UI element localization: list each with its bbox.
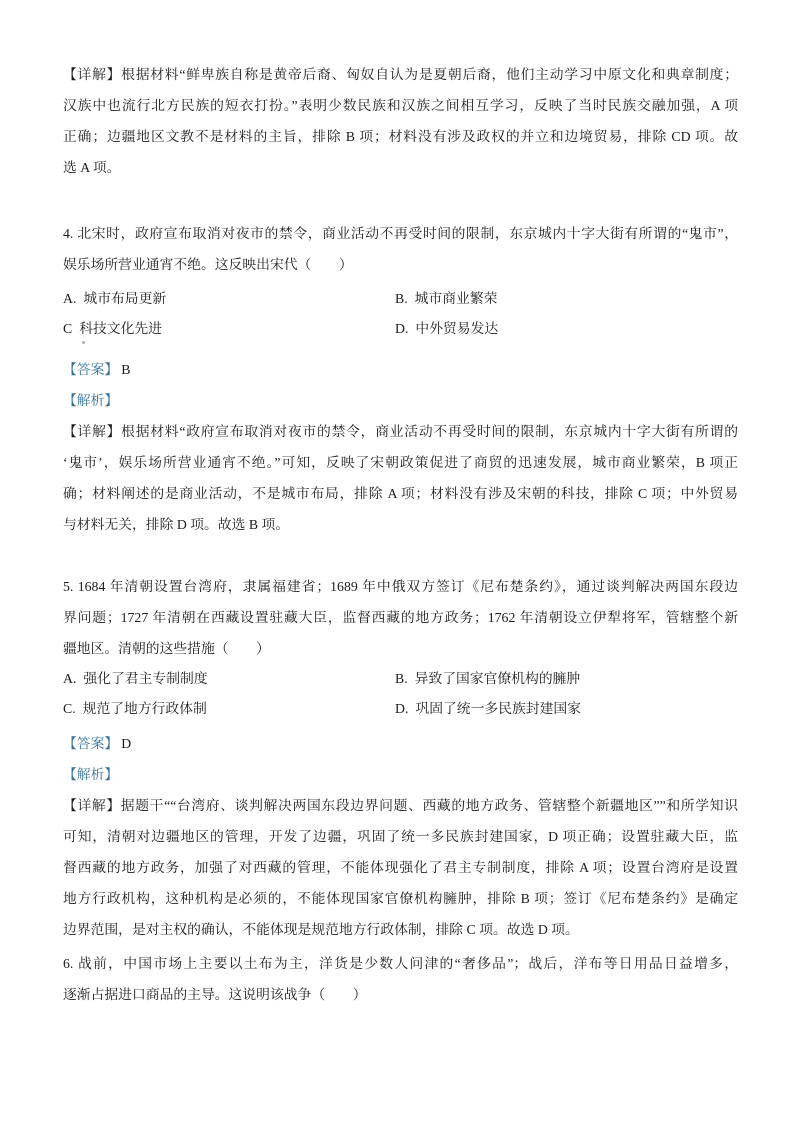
q6-question-text [63,948,738,1010]
option-text: 城市布局更新 [83,291,167,306]
q4-answer [63,354,738,385]
text-line: 【详解】据题干““台湾府、谈判解决两国东段边界问题、西藏的地方政务、管辖整个新疆地区””和所学知识 [63,798,738,813]
q5-options [63,664,738,724]
q4-options [63,284,738,344]
q4-analysis [63,385,738,416]
option-text: 异致了国家官僚机构的臃肿 [414,671,581,686]
analysis-label: 【解析】 [63,767,119,782]
option-text: 规范了地方行政体制 [82,701,207,716]
q4-option-d [395,314,738,344]
option-text: 城市商业繁荣 [414,291,498,306]
text-line: 逐渐占据进口商品的主导。这说明该战争（ ） [63,987,367,1002]
text-line: 正确；边疆地区文教不是材料的主旨，排除 B 项；材料没有涉及政权的并立和边境贸易，排除 CD 项。故 [63,129,738,144]
option-text: 中外贸易发达 [415,321,499,336]
text-line: 娱乐场所营业通宵不绝。这反映出宋代（ ） [63,257,353,272]
q5-answer [63,728,738,759]
q5-option-a [63,664,395,694]
q5-question-text [63,571,738,664]
q5-analysis [63,759,738,790]
text-line: 选 A 项。 [63,160,121,175]
text-line: 可知，清朝对边疆地区的管理，开发了边疆，巩固了统一多民族封建国家，D 项正确；设置驻藏大臣，监 [63,829,738,844]
q4-option-b [395,284,738,314]
text-line: 6. 战前，中国市场上主要以土布为主，洋货是少数人问津的“奢侈品”；战后，洋布等日用品日益增多， [63,956,738,971]
option-text: 巩固了统一多民族封建国家 [415,701,581,716]
q5-option-c [63,694,395,724]
q4-option-c [63,314,395,344]
option-text: 科技文化先进 [79,321,162,336]
text-line: 【详解】根据材料“鲜卑族自称是黄帝后裔、匈奴自认为是夏朝后裔，他们主动学习中原文化和典章制度； [63,67,738,82]
text-line: 疆地区。清朝的这些措施（ ） [63,641,270,656]
q3-explanation-paragraph [63,59,738,183]
answer-label: 【答案】 [63,736,119,751]
text-line: 5. 1684 年清朝设置台湾府，隶属福建省；1689 年中俄双方签订《尼布楚条约》，通过谈判解决两国东段边 [63,579,738,594]
answer-label: 【答案】 [63,362,119,377]
option-key: B. [395,291,408,306]
option-key: A. [63,671,77,686]
option-key: B. [395,671,408,686]
option-key: D. [395,321,409,336]
text-line: 确；材料阐述的是商业活动，不是城市布局，排除 A 项；材料没有涉及宋朝的科技，排除 C 项；中外贸易 [63,486,738,501]
text-line: 4. 北宋时，政府宣布取消对夜市的禁令，商业活动不再受时间的限制，东京城内十字大街有所谓的“鬼市”， [63,226,738,241]
q5-explanation-paragraph [63,790,738,945]
text-line: ‘鬼市’，娱乐场所营业通宵不绝。”可知，反映了宋朝政策促进了商贸的迅速发展，城市商业繁荣，B 项正 [63,455,738,470]
q4-option-a [63,284,395,314]
text-line: 督西藏的地方政务，加强了对西藏的管理，不能体现强化了君主专制制度，排除 A 项；设置台湾府是设置 [63,860,738,875]
q5-option-d [395,694,738,724]
answer-value: D [121,736,132,751]
text-line: 边界范围，是对主权的确认，不能体现是规范地方行政体制，排除 C 项。故选 D 项。 [63,922,579,937]
q4-explanation-paragraph [63,416,738,540]
option-text: 强化了君主专制制度 [83,671,208,686]
option-key: C [63,321,73,336]
analysis-label: 【解析】 [63,393,119,408]
text-line: 汉族中也流行北方民族的短衣打扮。”表明少数民族和汉族之间相互学习，反映了当时民族交融加强，A 项 [63,98,738,113]
q4-question-text [63,218,738,280]
text-line: 与材料无关，排除 D 项。故选 B 项。 [63,517,290,532]
text-line: 【详解】根据材料“政府宣布取消对夜市的禁令，商业活动不再受时间的限制，东京城内十字大街有所谓的 [63,424,738,439]
text-line: 地方行政机构，这种机构是必须的，不能体现国家官僚机构臃肿，排除 B 项；签订《尼布楚条约》是确定 [63,891,738,906]
answer-value: B [121,362,131,377]
option-key: D. [395,701,409,716]
stray-dot [82,341,85,344]
q5-option-b [395,664,738,694]
option-key: C. [63,701,76,716]
document-content [63,0,738,1010]
option-key: A. [63,291,77,306]
text-line: 界问题；1727 年清朝在西藏设置驻藏大臣，监督西藏的地方政务；1762 年清朝设立伊犁将军，管辖整个新 [63,610,738,625]
